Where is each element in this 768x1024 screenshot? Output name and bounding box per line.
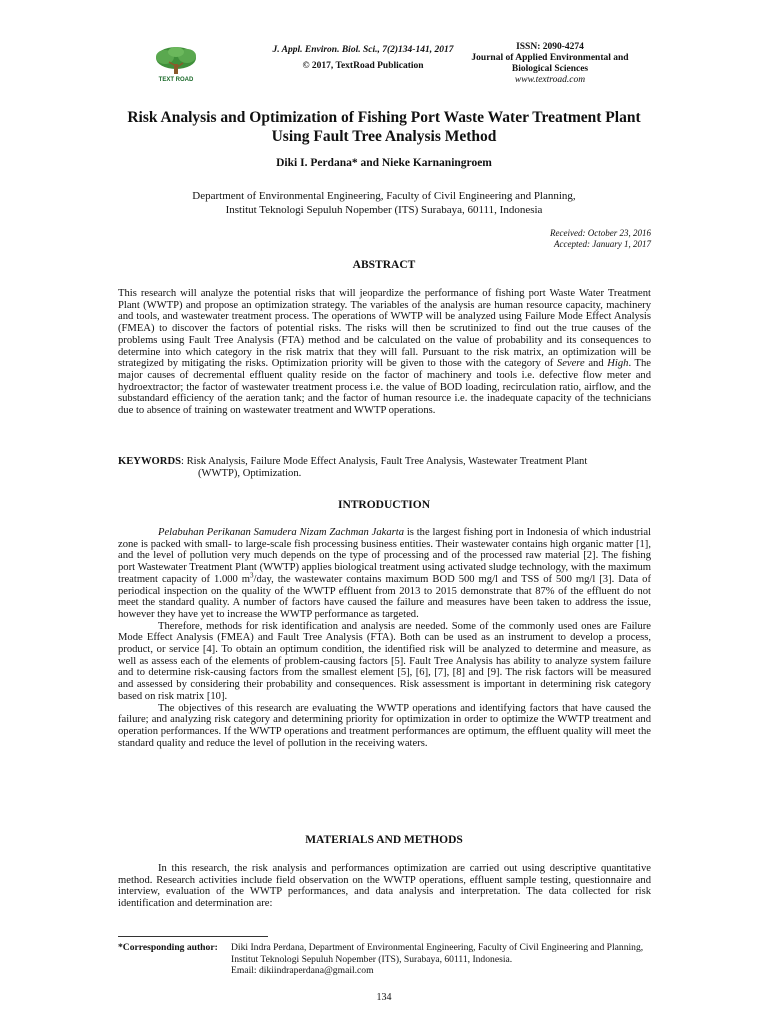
journal-website: www.textroad.com <box>514 75 586 85</box>
intro-paragraph-1: Pelabuhan Perikanan Samudera Nizam Zachman Jakarta is the largest fishing port in Indonesia of which industrial zone is packed with small- to large-scale fish processing business entities. Their wastewater contains high organic matter [1], and the level of pollution very much depends on the type of processing and of the processed raw material [2]. The fishing port Wastewater Treatment Plant (WWTP) applies biological treatment using activated sludge technology, with the maximum treatment capacity of 1.000 $m^3$/day, the wastewater contains maximum BOD 500 mg/l and TSS of 500 mg/l [3]. Data of periodical inspection on the quality of the WWTP effluent from 2013 to 2015 demonstrate that 87% of the effluent do not meet the standard quality. A number of factors have caused the failure and measures have been taken to address the issue, however they have yet to increase the WWTP performance as targeted. <box>118 527 652 620</box>
accepted-date: Accepted: January 1, 2017 <box>554 239 651 249</box>
intro-paragraph-3: The objectives of this research are evaluating the WWTP operations and identifying factors that have caused the failure; and analyzing risk category and determining priority for optimization in order to optimize the WWTP treatment and operation performances. If the WWTP operations and treatment performances are optimum, the effluent quality will meet the standard quality and reduce the level of pollution in the receiving waters. <box>118 702 651 749</box>
keywords <box>118 456 651 480</box>
severe-term: Severe <box>556 358 585 370</box>
footnote-email: Email: dikiindraperdana@gmail.com <box>231 965 374 977</box>
high-term: High <box>607 358 629 370</box>
affiliation-line-2: Institut Teknologi Sepuluh Nopember (ITS) Surabaya, 60111, Indonesia <box>225 204 543 216</box>
journal-info <box>470 42 630 86</box>
journal-citation <box>258 42 468 74</box>
methods-paragraph-1: In this research, the risk analysis and performances optimization are carried out using descriptive quantitative method. Research activities include field observation on the WWTP operations, effluent sample testing, questionnaire and interview, evaluation of the WWTP performances, and data analysis and interpretation. The data collected for risk identification and determination are: <box>118 863 651 910</box>
page-number: 134 <box>376 992 392 1003</box>
keywords-list: : Risk Analysis, Failure Mode Effect Analysis, Fault Tree Analysis, Wastewater Treatment Plant <box>180 456 588 467</box>
received-date: Received: October 23, 2016 <box>550 228 651 238</box>
tree-icon <box>145 44 207 86</box>
textroad-logo <box>145 44 207 86</box>
methods-body <box>118 863 651 910</box>
introduction-heading: INTRODUCTION <box>337 499 430 511</box>
paper-title: Risk Analysis and Optimization of Fishing Port Waste Water Treatment Plant Using Fault Tree Analysis Method <box>127 109 641 145</box>
journal-name: Journal of Applied Environmental and Biological Sciences <box>471 53 629 74</box>
methods-heading: MATERIALS AND METHODS <box>305 834 463 846</box>
abstract-text: This research will analyze the potential risks that will jeopardize the performance of fishing port Waste Water Treatment Plant (WWTP) and propose an optimization strategy. The variables of the analysis are human resource capacity, machinery and tools, and wastewater treatment process. The operations of WWTP will be analyzed using Failure Mode Effect Analysis (FMEA) to discover the factors of potential risks. The risks will then be scrutinized to find out the true causes of the problems using Fault Tree Analysis (FTA) method and be calculated on the value of probability and its consequences to determine into which category in the risk matrix that they will fall. Pursuant to the risk matrix, an optimization will be strategized by mitigating the risks. Optimization priority will be given to those with the category of Severe and High. The major causes of decremental effluent quality reside on the factor of machinery and tools i.e. defective flow meter and hydroextractor; the factor of wastewater treatment process i.e. the value of BOD loading, recirculation ratio, airflow, and the substandard efficiency of the aeration tank; and the factor of human resource i.e. the inadequate capacity of the technicians due to absence of training on wastewater treatment and WWTP operations. <box>118 288 652 417</box>
footnote-text: Diki Indra Perdana, Department of Environmental Engineering, Faculty of Civil Engineering and Planning, Institut Teknologi Sepuluh Nopember (ITS), Surabaya, 60111, Indonesia. <box>231 942 644 965</box>
affiliation <box>110 189 658 217</box>
intro-paragraph-2: Therefore, methods for risk identification and analysis are needed. Some of the commonly used ones are Failure Mode Effect Analysis (FMEA) and Fault Tree Analysis (FTA). Both can be used as an instrument to develop a process, product, or service [4]. To obtain an optimum condition, the identified risk will be analyzed to determine and measure, as well as assess each of the elements of problem-causing factors [5]. Fault Tree Analysis has ability to analyze system failure and to determine risk-causing factors from the smallest element [5], [6], [7], [8] and [9]. The risk factors will be measured and assessed by considering their probability and consequences. Risk assessment is important in determining risk category based on risk matrix [10]. <box>118 620 651 702</box>
footnote-label: *Corresponding author: <box>118 942 218 953</box>
affiliation-line-1: Department of Environmental Engineering, Faculty of Civil Engineering and Planning, <box>192 190 576 202</box>
corresponding-author-footnote <box>118 942 651 977</box>
keywords-list-continued: (WWTP), Optimization. <box>198 468 302 479</box>
journal-ref: J. Appl. Environ. Biol. Sci., 7(2)134-141, 2017 <box>272 45 454 55</box>
keywords-label: KEYWORDS <box>118 456 181 467</box>
copyright: © 2017, TextRoad Publication <box>302 61 424 71</box>
authors: Diki I. Perdana* and Nieke Karnaningroem <box>276 157 492 169</box>
dates <box>420 228 651 250</box>
issn: ISSN: 2090-4274 <box>516 42 584 52</box>
footnote-divider <box>118 936 268 937</box>
svg-text:TEXT ROAD: TEXT ROAD <box>158 77 194 83</box>
abstract-heading: ABSTRACT <box>352 259 416 271</box>
introduction-body <box>118 527 651 749</box>
